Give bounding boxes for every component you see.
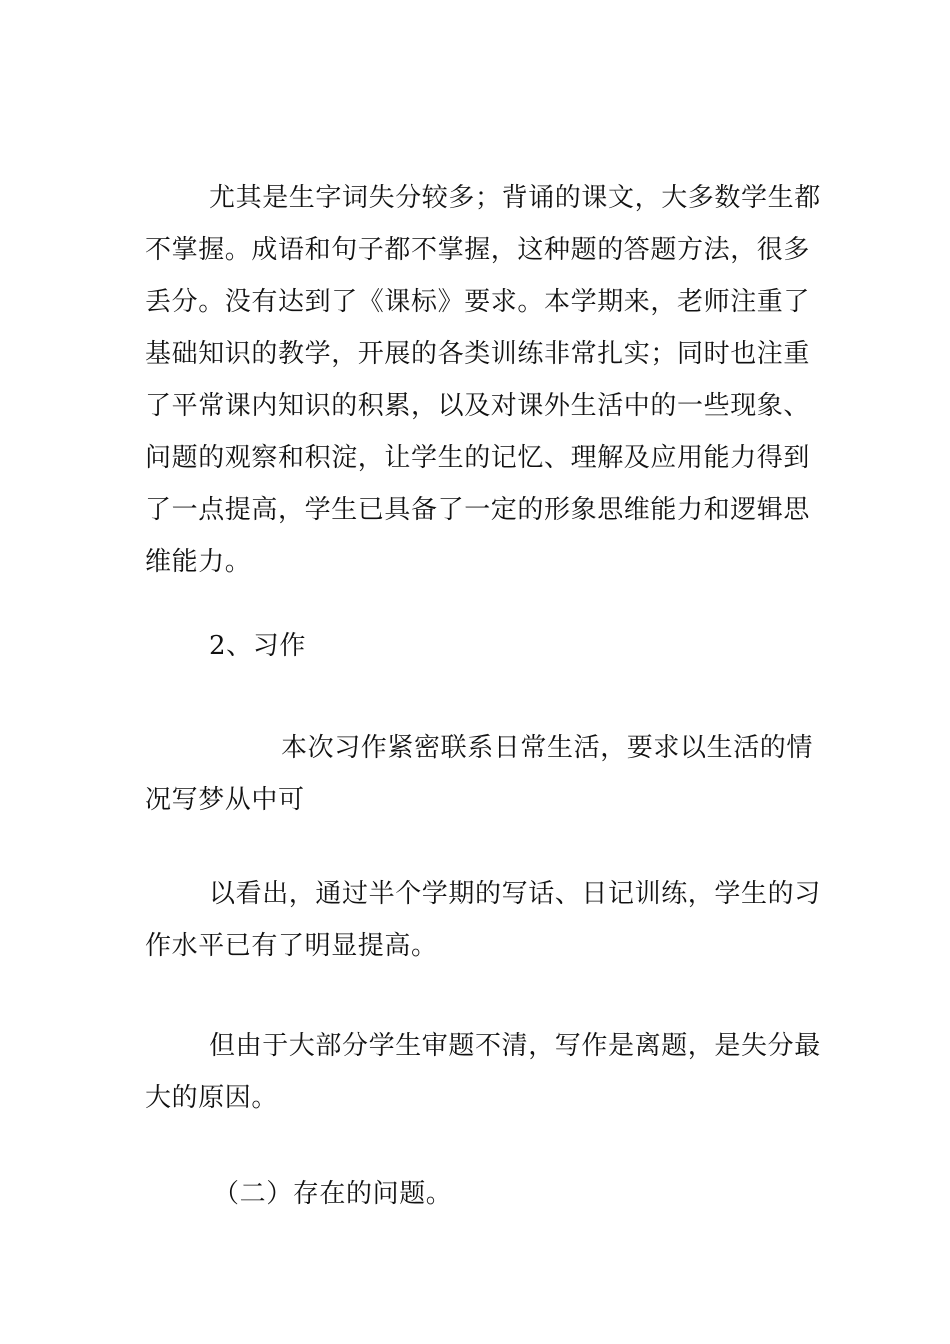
- paragraph-line: 基础知识的教学，开展的各类训练非常扎实；同时也注重: [145, 339, 811, 369]
- section-heading: （二）存在的问题。: [213, 1179, 453, 1209]
- paragraph-line: 大的原因。: [145, 1083, 279, 1113]
- paragraph-line: 作水平已有了明显提高。: [145, 931, 438, 961]
- paragraph-line: 不掌握。成语和句子都不掌握，这种题的答题方法，很多: [145, 235, 811, 265]
- paragraph-3: [145, 868, 821, 972]
- section-heading-problems: [145, 1168, 807, 1220]
- paragraph-line: 了平常课内知识的积累，以及对课外生活中的一些现象、: [145, 391, 811, 421]
- paragraph-2: [145, 722, 814, 826]
- paragraph-4: [145, 1020, 821, 1124]
- paragraph-1: [145, 172, 821, 588]
- section-heading: 2、习作: [209, 631, 306, 661]
- paragraph-line: 丢分。没有达到了《课标》要求。本学期来，老师注重了: [145, 287, 811, 317]
- paragraph-line: 尤其是生字词失分较多；背诵的课文，大多数学生都: [209, 183, 821, 213]
- paragraph-line: 以看出，通过半个学期的写话、日记训练，学生的习: [209, 879, 821, 909]
- section-heading-writing: [145, 620, 807, 672]
- paragraph-line: 况写梦从中可: [145, 785, 305, 815]
- paragraph-line: 但由于大部分学生审题不清，写作是离题，是失分最: [209, 1031, 821, 1061]
- paragraph-line: 了一点提高，学生已具备了一定的形象思维能力和逻辑思: [145, 495, 811, 525]
- paragraph-line: 问题的观察和积淀，让学生的记忆、理解及应用能力得到: [145, 443, 811, 473]
- paragraph-line: 维能力。: [145, 547, 252, 577]
- paragraph-line: 本次习作紧密联系日常生活，要求以生活的情: [281, 733, 814, 763]
